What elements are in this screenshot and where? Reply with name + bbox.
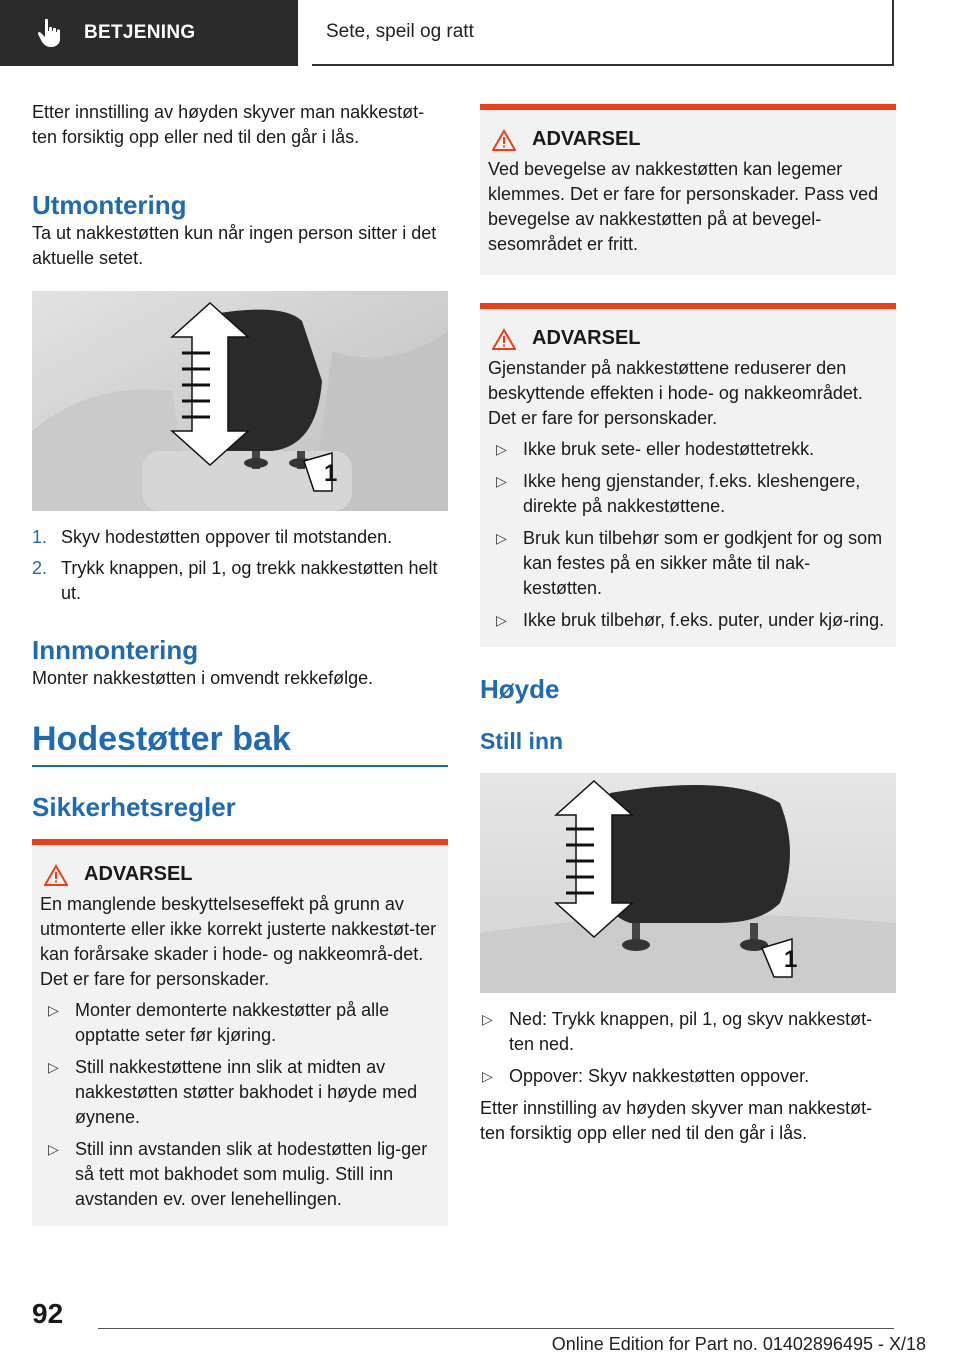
warning-title: ADVARSEL (40, 863, 440, 886)
warning-text: Gjenstander på nakkestøttene reduserer den beskyttende effekten i hode- og nakkeområdet. Det er fare for personskader. (488, 358, 863, 428)
page-footer (0, 1290, 960, 1362)
main-heading: Hodestøtter bak (32, 720, 291, 758)
pointing-hand-icon (36, 16, 70, 50)
list-item: ▷ Still nakkestøttene inn slik at midten av nakkestøtten støtter bakhodet i høyde med øynene. (48, 1057, 418, 1127)
list-item: ▷ Ikke heng gjenstander, f.eks. kleshengere, direkte på nakkestøttene. (496, 471, 861, 516)
heading-rule (32, 765, 448, 767)
triangle-right-icon: ▷ (482, 1011, 493, 1027)
warning-title: ADVARSEL (488, 128, 888, 151)
list-item: ▷ Ikke bruk tilbehør, f.eks. puter, under kjø-ring. (488, 608, 888, 633)
chapter-tab (312, 0, 894, 66)
triangle-right-icon: ▷ (48, 1059, 59, 1075)
footer-rule (98, 1328, 894, 1329)
headrest-removal-illustration (32, 291, 448, 511)
photo-callout-1: 1 (784, 946, 798, 973)
triangle-right-icon: ▷ (496, 530, 507, 546)
warning-text: Ved bevegelse av nakkestøtten kan legemer klemmes. Det er fare for personskader. Pass ved bevegelse av nakkestøtten på at bevegel-sesområdet er fritt. (488, 159, 879, 254)
warning-box (32, 839, 448, 1226)
step-item: 2. Trykk knappen, pil 1, og trekk nakkestøtten helt ut. (32, 558, 438, 603)
utmontering-heading: Utmontering (32, 190, 187, 220)
chapter-label: Sete, speil og ratt (326, 21, 474, 42)
right-column (480, 104, 896, 1146)
innmontering-paragraph: Monter nakkestøtten i omvendt rekkefølge. (32, 668, 374, 688)
warning-title: ADVARSEL (488, 327, 888, 350)
warning-bullets (40, 998, 440, 1212)
left-column (32, 100, 448, 1226)
warning-triangle-icon (44, 864, 68, 886)
section-label: BETJENING (84, 22, 196, 43)
warning-triangle-icon (492, 129, 516, 151)
headrest-height-photo (480, 773, 896, 993)
triangle-right-icon: ▷ (482, 1068, 493, 1084)
triangle-right-icon: ▷ (496, 612, 507, 628)
hoyde-heading: Høyde (480, 674, 560, 704)
headrest-height-illustration (480, 773, 896, 993)
page-header (0, 0, 960, 66)
outro-paragraph: Etter innstilling av høyden skyver man nakkestøt-ten forsiktig opp eller ned til den går i lås. (480, 1098, 873, 1143)
warning-triangle-icon (492, 328, 516, 350)
list-item: ▷ Monter demonterte nakkestøtter på alle opptatte seter før kjøring. (48, 1000, 390, 1045)
list-item: ▷ Ned: Trykk knappen, pil 1, og skyv nakkestøt-ten ned. (482, 1009, 873, 1054)
list-item: ▷ Still inn avstanden slik at hodestøtten lig-ger så tett mot bakhodet som mulig. Still inn avstanden ev. over lenehellingen. (48, 1139, 428, 1209)
utmontering-paragraph: Ta ut nakkestøtten kun når ingen person sitter i det aktuelle setet. (32, 223, 437, 268)
warning-box-1 (480, 104, 896, 275)
page-number: 92 (32, 1298, 64, 1329)
warning-bullets (488, 437, 888, 633)
warning-text: En manglende beskyttelseseffekt på grunn av utmonterte eller ikke korrekt justerte nakkestøt-ter kan forårsake skader i hode- og nakkeområ-det. Det er fare for personskader. (40, 894, 437, 989)
list-item: ▷ Ikke bruk sete- eller hodestøttetrekk. (488, 437, 888, 462)
list-item: ▷ Bruk kun tilbehør som er godkjent for og som kan festes på en sikker måte til nak-kestøtten. (496, 528, 883, 598)
headrest-removal-photo (32, 291, 448, 511)
innmontering-heading: Innmontering (32, 635, 199, 665)
triangle-right-icon: ▷ (48, 1141, 59, 1157)
photo-callout-1: 1 (324, 460, 338, 487)
edition-text: Online Edition for Part no. 01402896495 - X/18 (551, 1334, 926, 1354)
warning-box-2 (480, 303, 896, 647)
section-tab (0, 0, 298, 66)
step-item: 1. Skyv hodestøtten oppover til motstanden. (32, 527, 393, 547)
triangle-right-icon: ▷ (496, 473, 507, 489)
height-bullets (480, 1007, 896, 1089)
sikkerhet-heading: Sikkerhetsregler (32, 792, 236, 822)
triangle-right-icon: ▷ (48, 1002, 59, 1018)
list-item: ▷ Oppover: Skyv nakkestøtten oppover. (480, 1064, 896, 1089)
still-inn-heading: Still inn (480, 728, 564, 754)
triangle-right-icon: ▷ (496, 441, 507, 457)
removal-steps (32, 525, 448, 606)
intro-paragraph: Etter innstilling av høyden skyver man nakkestøt-ten forsiktig opp eller ned til den går i lås. (32, 102, 425, 147)
